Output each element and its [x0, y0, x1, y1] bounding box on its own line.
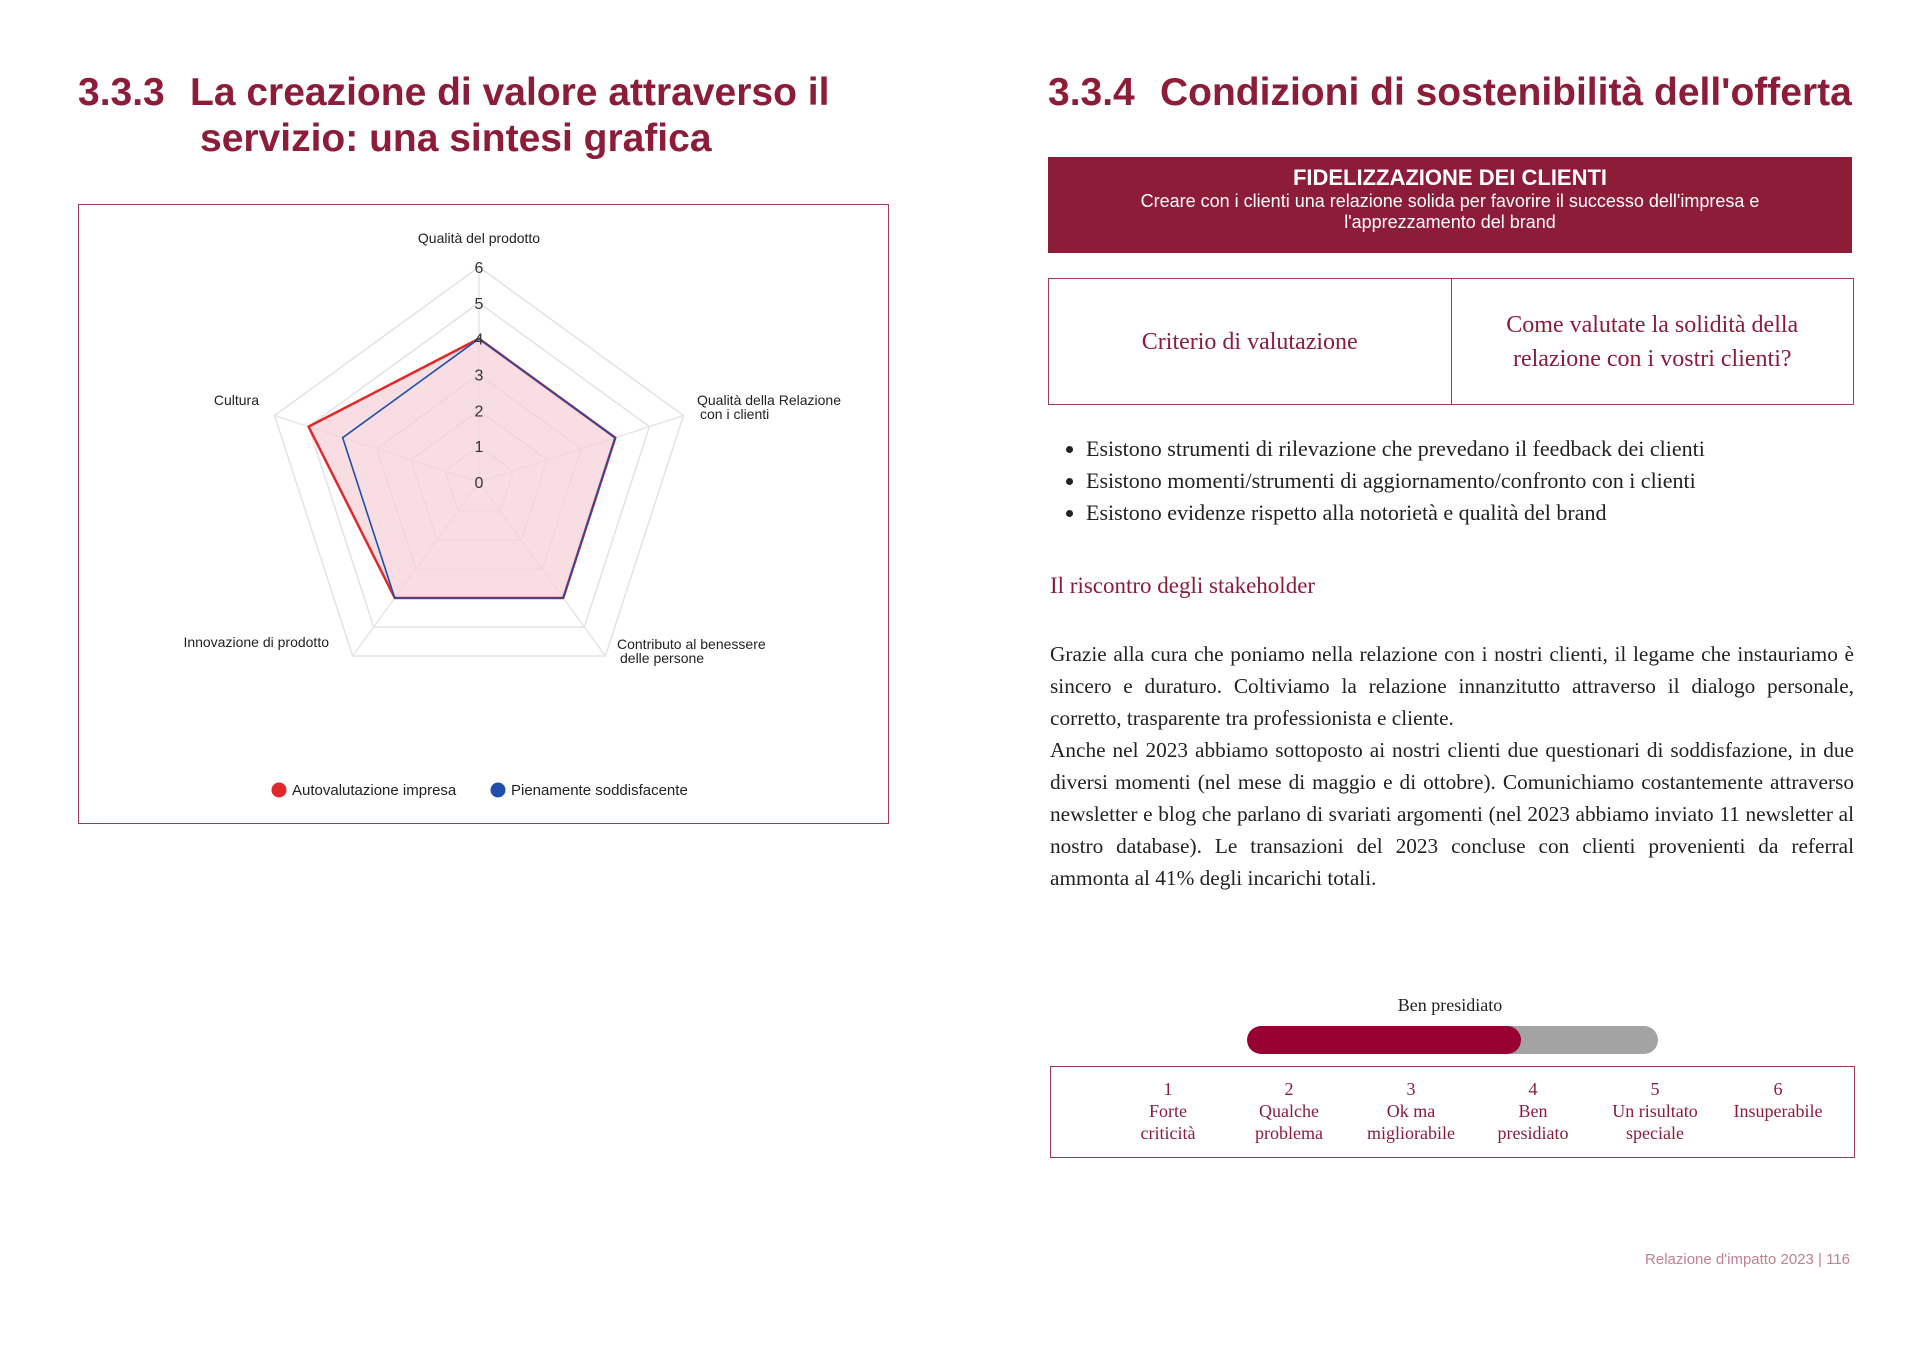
- section-number: 3.3.3: [78, 71, 165, 114]
- criterion-label: Criterio di valutazione: [1141, 328, 1358, 355]
- banner-title: FIDELIZZAZIONE DEI CLIENTI: [1292, 165, 1608, 190]
- scale-label: criticità: [1140, 1123, 1196, 1143]
- section-heading-right: [1048, 70, 1868, 116]
- bullet-item: • Esistono evidenze rispetto alla notorietà e qualità del brand: [1086, 497, 1896, 529]
- topic-banner: [1048, 157, 1852, 253]
- tick-label: 0: [474, 475, 484, 492]
- axis-label: delle persone: [620, 650, 705, 666]
- axis-label: Qualità del prodotto: [417, 230, 541, 246]
- scale-number: 2: [1284, 1079, 1294, 1099]
- axis-label: Contributo al benessere: [617, 636, 766, 652]
- page-footer: Relazione d'impatto 2023 | 116: [1645, 1251, 1850, 1268]
- scale-label: Ben: [1518, 1101, 1548, 1121]
- banner-subtitle: Creare con i clienti una relazione solida per favorire il successo dell'impresa e l'apprezzamento del brand: [1140, 191, 1760, 232]
- axis-label: Qualità della Relazione: [697, 392, 841, 408]
- scale-label: problema: [1255, 1123, 1323, 1143]
- tick-label: 5: [474, 295, 484, 313]
- scale-number: 5: [1650, 1079, 1660, 1099]
- legend-marker: [272, 783, 287, 798]
- scale-item: [1227, 1078, 1351, 1144]
- tick-label: 3: [474, 367, 484, 385]
- body-text: [1050, 638, 1854, 894]
- scale-label: presidiato: [1497, 1123, 1569, 1143]
- scale-item: [1593, 1078, 1717, 1144]
- tick-label: 1: [474, 439, 484, 457]
- legend-label: Autovalutazione impresa: [292, 782, 457, 799]
- criterion-question: Come valutate la solidità della relazione con i vostri clienti?: [1451, 279, 1854, 404]
- scale-number: 4: [1528, 1079, 1538, 1099]
- rating-progress-fill: [1247, 1026, 1521, 1054]
- scale-label: Ok ma: [1386, 1101, 1436, 1121]
- axis-label: con i clienti: [700, 406, 770, 422]
- radar-chart-frame: [78, 204, 889, 824]
- scale-label: Forte: [1149, 1101, 1187, 1121]
- tick-label: 2: [474, 403, 484, 421]
- scale-item: [1471, 1078, 1595, 1144]
- tick-label: 4: [474, 331, 484, 349]
- paragraph: Anche nel 2023 abbiamo sottoposto ai nostri clienti due questionari di soddisfazione, in due diversi momenti (nel mese di maggio e di ottobre). Comunichiamo costantemente attraverso newsletter e blog che parlano di svariati argomenti (nel 2023 abbiamo inviato 11 newsletter al nostro database). Le transazioni del 2023 concluse con clienti provenienti da referral ammonta al 41% degli incarichi totali.: [1050, 738, 1854, 890]
- criteria-bullet-list: [1048, 433, 1896, 529]
- paragraph: Grazie alla cura che poniamo nella relazione con i nostri clienti, il legame che instauriamo è sincero e duraturo. Coltiviamo la relazione innanzitutto attraverso il dialogo personale, corretto, trasparente tra professionista e cliente.: [1050, 642, 1854, 730]
- axis-label: Innovazione di prodotto: [183, 634, 329, 650]
- scale-label: Un risultato: [1612, 1101, 1698, 1121]
- scale-number: 3: [1406, 1079, 1416, 1099]
- stakeholder-subheading: Il riscontro degli stakeholder: [1050, 573, 1316, 598]
- legend-label: Pienamente soddisfacente: [511, 782, 688, 799]
- bullet-item: • Esistono strumenti di rilevazione che prevedano il feedback dei clienti: [1086, 433, 1896, 465]
- section-title-line1: La creazione di valore attraverso il: [190, 71, 830, 114]
- series-area: [309, 339, 616, 598]
- radar-chart: [79, 205, 887, 822]
- scale-item: [1349, 1078, 1473, 1144]
- tick-label: 6: [474, 260, 484, 277]
- section-title-line2: servizio: una sintesi grafica: [200, 117, 712, 160]
- section-heading-left: [78, 70, 838, 162]
- rating-progress-bar: [1247, 1026, 1658, 1054]
- scale-number: 1: [1163, 1079, 1173, 1099]
- scale-item: [1106, 1078, 1230, 1144]
- criteria-table: [1048, 278, 1854, 405]
- axis-label: Cultura: [213, 392, 259, 408]
- scale-label: speciale: [1626, 1123, 1684, 1143]
- rating-label: Ben presidiato: [1397, 995, 1503, 1015]
- section-number: 3.3.4: [1048, 71, 1135, 114]
- scale-label: Insuperabile: [1733, 1101, 1823, 1121]
- rating-scale: [1050, 1066, 1855, 1158]
- scale-label: migliorabile: [1367, 1123, 1455, 1143]
- scale-label: Qualche: [1259, 1101, 1319, 1121]
- scale-item: [1716, 1078, 1840, 1122]
- bullet-item: • Esistono momenti/strumenti di aggiornamento/confronto con i clienti: [1086, 465, 1896, 497]
- section-title: Condizioni di sostenibilità dell'offerta: [1160, 71, 1852, 114]
- legend-marker: [491, 783, 506, 798]
- scale-number: 6: [1773, 1079, 1783, 1099]
